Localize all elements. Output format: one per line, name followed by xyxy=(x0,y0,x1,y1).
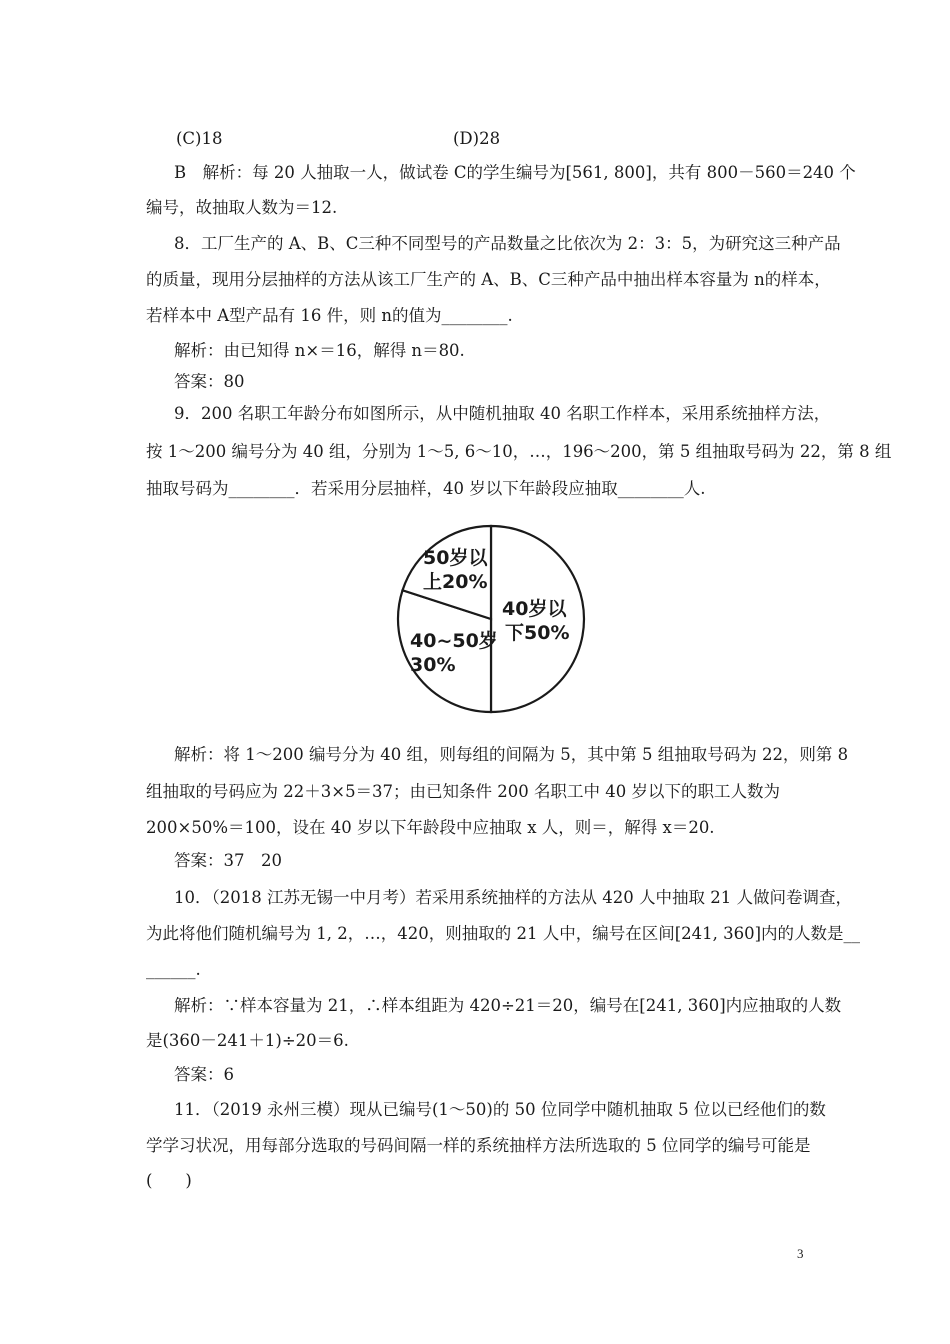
text-line: 为此将他们随机编号为 1, 2，…，420，则抽取的 21 人中，编号在区间[241, 360]内的人数是__ xyxy=(146,924,861,943)
text-line: 编号，故抽取人数为＝12. xyxy=(146,198,338,217)
question-8: 8．工厂生产的 A、B、C三种不同型号的产品数量之比依次为 2：3：5，为研究这三种产品 xyxy=(174,234,841,253)
slice-label-over-50: 50岁以 xyxy=(423,547,488,569)
answer-9: 答案：37 20 xyxy=(174,851,282,870)
text-line: B 解析：每 20 人抽取一人，做试卷 C的学生编号为[561, 800]，共有 800－560＝240 个 xyxy=(174,163,856,182)
text-line: 若样本中 A型产品有 16 件，则 n的值为________. xyxy=(146,306,513,325)
text-line: ( ) xyxy=(146,1171,192,1190)
text-line: 按 1～200 编号分为 40 组，分别为 1～5, 6～10，…，196～200，第 5 组抽取号码为 22，第 8 组 xyxy=(146,442,892,461)
text-line: 学学习状况，用每部分选取的号码间隔一样的系统抽样方法所选取的 5 位同学的编号可能是 xyxy=(146,1136,811,1155)
question-9: 9．200 名职工年龄分布如图所示，从中随机抽取 40 名职工作样本，采用系统抽样方法， xyxy=(174,404,831,423)
slice-label-40-50: 40~50岁 xyxy=(410,630,498,652)
question-11: 11．（2019 永州三模）现从已编号(1～50)的 50 位同学中随机抽取 5 位以已经他们的数 xyxy=(174,1100,826,1119)
slice-label-40-50-pct: 30% xyxy=(410,654,456,676)
text-line: 200×50%＝100，设在 40 岁以下年龄段中应抽取 x 人，则＝，解得 x＝20. xyxy=(146,818,715,837)
solution-9: 解析：将 1～200 编号分为 40 组，则每组的间隔为 5，其中第 5 组抽取号码为 22，则第 8 xyxy=(174,745,849,764)
slice-label-under-40: 40岁以 xyxy=(502,598,567,620)
option-d: (D)28 xyxy=(453,129,501,148)
answer-8: 答案：80 xyxy=(174,372,245,391)
answer-10: 答案：6 xyxy=(174,1065,234,1084)
text-line: ______. xyxy=(146,960,201,979)
text-line: 的质量，现用分层抽样的方法从该工厂生产的 A、B、C三种产品中抽出样本容量为 n的样本， xyxy=(146,270,831,289)
slice-label-under-40-pct: 下50% xyxy=(505,622,570,644)
age-pie-chart xyxy=(396,521,586,717)
question-10: 10．（2018 江苏无锡一中月考）若采用系统抽样的方法从 420 人中抽取 21 人做问卷调查， xyxy=(174,888,852,907)
text-line: 是(360－241＋1)÷20＝6. xyxy=(146,1031,349,1050)
option-c: (C)18 xyxy=(176,129,223,148)
page-number: 3 xyxy=(797,1246,804,1261)
solution-10: 解析：∵样本容量为 21，∴样本组距为 420÷21＝20，编号在[241, 360]内应抽取的人数 xyxy=(174,996,842,1015)
slice-label-over-50-pct: 上20% xyxy=(423,571,488,593)
text-line: 抽取号码为________．若采用分层抽样，40 岁以下年龄段应抽取________人. xyxy=(146,479,706,498)
solution-8: 解析：由已知得 n×＝16，解得 n＝80. xyxy=(174,341,465,360)
text-line: 组抽取的号码应为 22＋3×5＝37；由已知条件 200 名职工中 40 岁以下的职工人数为 xyxy=(146,782,781,801)
